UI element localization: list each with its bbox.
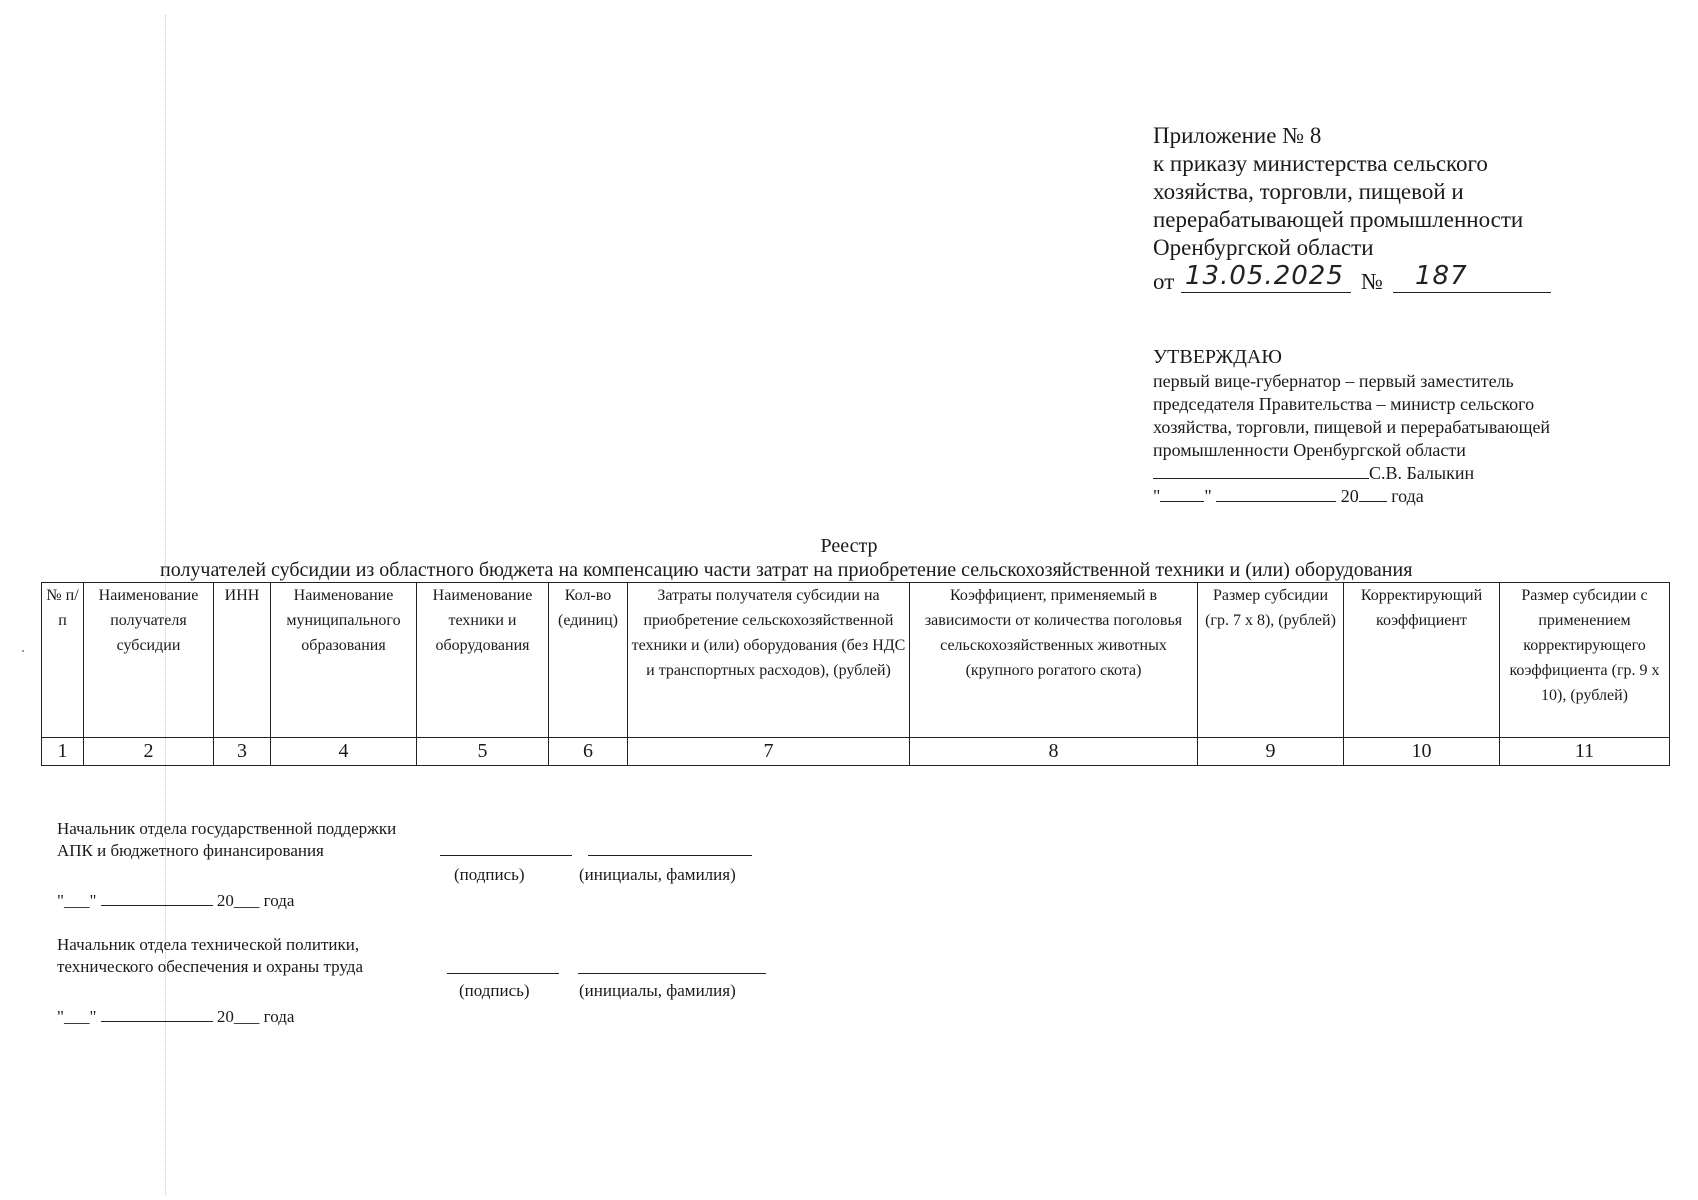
number-prefix: № <box>1361 269 1383 294</box>
date-suffix: года <box>263 1007 295 1026</box>
quote-close: " <box>1204 486 1212 506</box>
approval-line: председателя Правительства – министр сельского <box>1153 394 1535 414</box>
date-line <box>57 1006 294 1028</box>
col-header-costs: Затраты получателя субсидии на приобретение сельскохозяйственной техники и (или) оборудования (без НДС и транспортных расходов), (рублей) <box>628 583 910 738</box>
day-blank <box>1160 485 1204 502</box>
position-line: Начальник отдела государственной поддержки <box>57 819 397 838</box>
table-header-row <box>42 583 1670 738</box>
date-line <box>57 890 294 912</box>
registry-table <box>41 582 1670 766</box>
name-caption: (инициалы, фамилия) <box>579 865 736 884</box>
col-header-adjusted-subsidy: Размер субсидии с применением корректирующего коэффициента (гр. 9 x 10), (рублей) <box>1500 583 1670 738</box>
year-suffix: года <box>1391 486 1424 506</box>
col-number: 9 <box>1198 738 1344 766</box>
sign-caption: (подпись) <box>454 865 525 884</box>
date-underline <box>1181 262 1351 293</box>
col-number: 4 <box>271 738 417 766</box>
date-year: 20___ <box>216 891 260 910</box>
date-quote: "___" <box>57 891 97 910</box>
date-quote: "___" <box>57 1007 97 1026</box>
position-line: технического обеспечения и охраны труда <box>57 957 363 976</box>
quote-open: " <box>1153 486 1161 506</box>
approval-date-row <box>1153 485 1550 508</box>
approval-line: промышленности Оренбургской области <box>1153 440 1466 460</box>
col-header-coefficient: Коэффициент, применяемый в зависимости от количества поголовья сельскохозяйственных животных (крупного рогатого скота) <box>910 583 1198 738</box>
signature-block-support <box>57 818 777 918</box>
col-header-subsidy-size: Размер субсидии (гр. 7 x 8), (рублей) <box>1198 583 1344 738</box>
col-number: 3 <box>214 738 271 766</box>
appendix-line: перерабатывающей промышленности <box>1153 207 1524 232</box>
col-header-correction: Корректирующий коэффициент <box>1344 583 1500 738</box>
col-number: 10 <box>1344 738 1500 766</box>
handwritten-number: 187 <box>1415 261 1468 291</box>
position-line: Начальник отдела технической политики, <box>57 935 360 954</box>
appendix-line: Приложение № 8 <box>1153 123 1322 148</box>
month-blank <box>101 1007 213 1022</box>
col-header-number: № п/п <box>42 583 84 738</box>
signature-line <box>447 973 559 974</box>
date-prefix: от <box>1153 269 1175 294</box>
position-line: АПК и бюджетного финансирования <box>57 841 324 860</box>
col-number: 2 <box>84 738 214 766</box>
sign-caption: (подпись) <box>459 981 530 1000</box>
col-header-recipient: Наименование получателя субсидии <box>84 583 214 738</box>
approval-block <box>1153 344 1550 508</box>
name-caption: (инициалы, фамилия) <box>579 981 736 1000</box>
appendix-line: к приказу министерства сельского <box>1153 151 1488 176</box>
approval-signature-row <box>1153 462 1550 485</box>
col-number: 6 <box>549 738 628 766</box>
date-suffix: года <box>263 891 295 910</box>
col-number: 11 <box>1500 738 1670 766</box>
signature-blank <box>1153 462 1369 479</box>
col-number: 5 <box>417 738 549 766</box>
year-blank <box>1359 485 1387 502</box>
col-header-municipality: Наименование муниципального образования <box>271 583 417 738</box>
col-header-quantity: Кол-во (единиц) <box>549 583 628 738</box>
signature-block-technical <box>57 934 777 1034</box>
col-number: 7 <box>628 738 910 766</box>
table-row <box>42 738 1670 766</box>
number-underline <box>1393 262 1551 293</box>
month-blank <box>1216 485 1336 502</box>
month-blank <box>101 891 213 906</box>
name-line <box>588 855 752 856</box>
registry-title: Реестр <box>820 535 878 557</box>
registry-subtitle: получателей субсидии из областного бюджета на компенсацию части затрат на приобретение сельскохозяйственной техники и (или) оборудования <box>160 559 1413 581</box>
appendix-line: хозяйства, торговли, пищевой и <box>1153 179 1464 204</box>
date-year: 20___ <box>216 1007 260 1026</box>
approval-line: первый вице-губернатор – первый заместитель <box>1153 371 1514 391</box>
name-line <box>578 973 766 974</box>
appendix-header <box>1153 122 1523 296</box>
signer-name: С.В. Балыкин <box>1369 463 1475 483</box>
approval-title: УТВЕРЖДАЮ <box>1153 346 1282 368</box>
col-number: 8 <box>910 738 1198 766</box>
col-header-equipment: Наименование техники и оборудования <box>417 583 549 738</box>
signature-line <box>440 855 572 856</box>
handwritten-date: 13.05.2025 <box>1185 261 1344 291</box>
order-date-number-row <box>1153 262 1523 296</box>
year-prefix: 20 <box>1340 486 1359 506</box>
approval-line: хозяйства, торговли, пищевой и перерабатывающей <box>1153 417 1551 437</box>
appendix-line: Оренбургской области <box>1153 235 1374 260</box>
scan-speck <box>22 650 24 652</box>
col-number: 1 <box>42 738 84 766</box>
col-header-inn: ИНН <box>214 583 271 738</box>
